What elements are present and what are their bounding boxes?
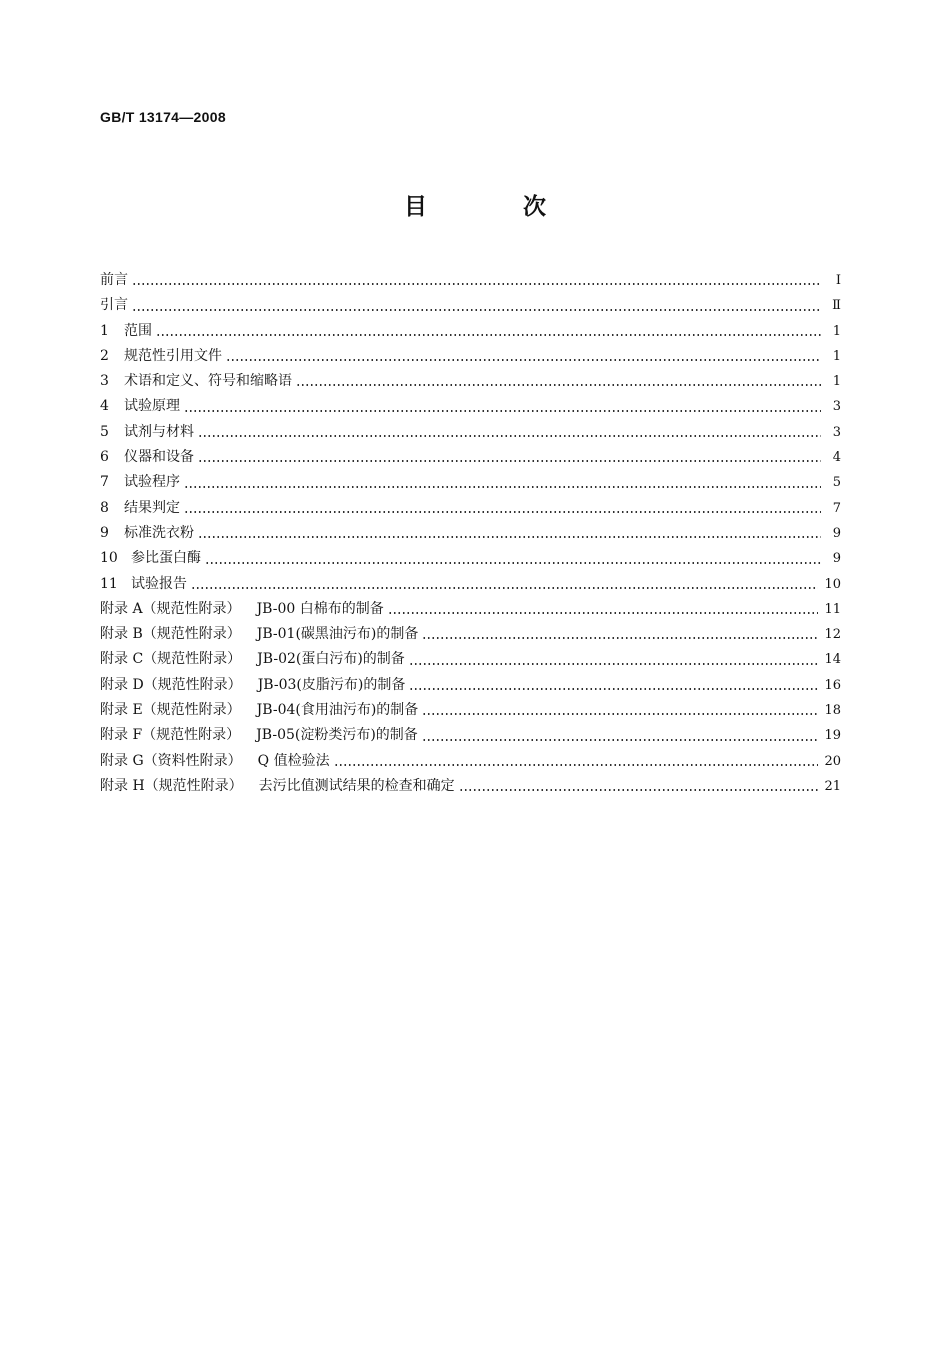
toc-entry-page: 3: [832, 399, 841, 415]
toc-entry-title: 标准洗衣粉: [124, 524, 194, 541]
toc-entry-title: 试剂与材料: [124, 423, 194, 440]
toc-entry-title: JB-04(食用油污布)的制备: [256, 702, 419, 719]
toc-entry[interactable]: [100, 774, 841, 799]
toc-entry-number: 附录 C（规范性附录）: [100, 651, 242, 668]
toc-entry-label: [100, 268, 132, 293]
toc-entry-number: 7: [100, 474, 109, 491]
toc-entry-label: [100, 369, 296, 394]
dot-leader: [132, 309, 821, 311]
toc-entry-number: 2: [100, 347, 109, 364]
toc-entry-title: JB-05(淀粉类污布)的制备: [256, 727, 418, 744]
toc-entry-label: [100, 394, 184, 419]
toc-list: [100, 268, 841, 799]
dot-leader: [388, 612, 819, 614]
toc-entry[interactable]: [100, 723, 841, 748]
toc-entry-label: [100, 470, 184, 495]
toc-entry-page: 7: [832, 500, 841, 516]
toc-entry-page: 12: [824, 627, 841, 643]
dot-leader: [205, 562, 821, 564]
dot-leader: [422, 739, 819, 741]
dot-leader: [226, 359, 821, 361]
toc-entry-title: 试验程序: [124, 474, 180, 491]
toc-entry[interactable]: [100, 647, 841, 672]
toc-entry[interactable]: [100, 572, 841, 597]
toc-entry-number: 9: [100, 524, 109, 541]
toc-entry-number: 10: [100, 550, 118, 567]
toc-entry-title: JB-03(皮脂污布)的制备: [257, 676, 406, 693]
toc-entry-page: 1: [832, 348, 841, 364]
toc-entry-label: [100, 698, 422, 723]
toc-entry[interactable]: [100, 698, 841, 723]
toc-entry[interactable]: [100, 622, 841, 647]
dot-leader: [296, 384, 821, 386]
dot-leader: [132, 283, 821, 285]
toc-entry-number: 附录 A（规范性附录）: [100, 600, 241, 617]
toc-entry-page: 3: [832, 424, 841, 440]
toc-entry-page: 19: [824, 728, 841, 744]
toc-entry-page: 4: [832, 450, 841, 466]
dot-leader: [198, 435, 821, 437]
toc-title: 目 次: [403, 194, 590, 220]
toc-entry[interactable]: [100, 749, 841, 774]
toc-entry-number: 附录 B（规范性附录）: [100, 626, 241, 643]
toc-entry-number: 5: [100, 423, 109, 440]
toc-entry[interactable]: [100, 268, 841, 293]
dot-leader: [334, 764, 819, 766]
toc-entry[interactable]: [100, 319, 841, 344]
toc-entry-label: [100, 774, 459, 799]
toc-entry-number: 8: [100, 499, 109, 516]
dot-leader: [198, 460, 821, 462]
toc-entry-page: 1: [832, 374, 841, 390]
toc-entry-number: 附录 E（规范性附录）: [100, 702, 241, 719]
toc-entry-title: 范围: [124, 322, 152, 339]
toc-entry-label: [100, 546, 205, 571]
toc-entry-title: 试验报告: [131, 575, 187, 592]
toc-entry-page: 9: [832, 551, 841, 567]
toc-entry-page: 20: [824, 753, 841, 769]
dot-leader: [198, 536, 821, 538]
toc-entry-number: 附录 D（规范性附录）: [100, 676, 242, 693]
toc-entry[interactable]: [100, 673, 841, 698]
dot-leader: [184, 410, 821, 412]
toc-entry-page: 10: [824, 576, 841, 592]
toc-entry-page: 5: [832, 475, 841, 491]
toc-entry[interactable]: [100, 445, 841, 470]
toc-entry-number: 4: [100, 398, 109, 415]
toc-entry-title: 结果判定: [124, 499, 180, 516]
toc-entry-page: 9: [832, 525, 841, 541]
toc-entry[interactable]: [100, 470, 841, 495]
toc-entry-label: [100, 572, 191, 597]
toc-entry-label: [100, 622, 422, 647]
toc-entry[interactable]: [100, 369, 841, 394]
toc-entry-title: 参比蛋白酶: [131, 550, 201, 567]
toc-entry-title: JB-00 白棉布的制备: [256, 600, 384, 617]
toc-entry-label: [100, 673, 409, 698]
toc-entry-page: Ⅰ: [835, 273, 841, 288]
toc-entry[interactable]: [100, 521, 841, 546]
toc-entry-title: 引言: [100, 297, 128, 314]
toc-entry[interactable]: [100, 597, 841, 622]
toc-entry[interactable]: [100, 496, 841, 521]
toc-entry-title: 仪器和设备: [124, 449, 194, 466]
standard-code: GB/T 13174—2008: [100, 109, 226, 125]
toc-entry-page: 14: [824, 652, 841, 668]
toc-entry[interactable]: [100, 546, 841, 571]
toc-entry-label: [100, 723, 422, 748]
dot-leader: [409, 688, 818, 690]
dot-leader: [422, 713, 818, 715]
toc-entry-number: 6: [100, 449, 109, 466]
toc-entry-label: [100, 445, 198, 470]
toc-entry-label: [100, 344, 226, 369]
dot-leader: [184, 486, 821, 488]
toc-entry-label: [100, 597, 388, 622]
dot-leader: [422, 637, 818, 639]
toc-entry-label: [100, 521, 198, 546]
toc-entry-number: 3: [100, 373, 109, 390]
toc-entry-page: 16: [824, 677, 841, 693]
toc-entry-label: [100, 420, 198, 445]
toc-entry-page: Ⅱ: [832, 298, 841, 314]
toc-entry-label: [100, 647, 409, 672]
toc-entry[interactable]: [100, 344, 841, 369]
dot-leader: [191, 587, 818, 589]
toc-entry-page: 21: [824, 778, 841, 794]
toc-entry-title: 去污比值测试结果的检查和确定: [258, 777, 455, 794]
toc-entry-number: 附录 F（规范性附录）: [100, 727, 241, 744]
toc-entry-label: [100, 319, 156, 344]
toc-entry-page: 11: [824, 601, 841, 617]
dot-leader: [409, 663, 819, 665]
toc-entry-label: [100, 749, 334, 774]
toc-entry-title: 前言: [100, 272, 128, 288]
toc-entry[interactable]: [100, 293, 841, 318]
toc-entry-page: 1: [832, 323, 841, 339]
toc-entry-number: 11: [100, 575, 118, 592]
toc-entry-title: JB-01(碳黑油污布)的制备: [256, 626, 419, 643]
toc-entry-title: JB-02(蛋白污布)的制备: [257, 651, 405, 668]
toc-entry-number: 1: [100, 322, 109, 339]
toc-entry-title: 规范性引用文件: [124, 347, 222, 364]
dot-leader: [156, 334, 821, 336]
toc-entry[interactable]: [100, 420, 841, 445]
toc-entry-page: 18: [824, 703, 841, 719]
toc-entry-title: 术语和定义、符号和缩略语: [124, 373, 292, 390]
toc-entry[interactable]: [100, 394, 841, 419]
toc-entry-label: [100, 293, 132, 318]
toc-entry-title: 试验原理: [124, 398, 180, 415]
toc-entry-number: 附录 G（资料性附录）: [100, 752, 242, 769]
toc-entry-number: 附录 H（规范性附录）: [100, 777, 243, 794]
toc-entry-label: [100, 496, 184, 521]
dot-leader: [459, 789, 819, 791]
toc-entry-title: Q 值检验法: [257, 752, 330, 769]
dot-leader: [184, 511, 821, 513]
